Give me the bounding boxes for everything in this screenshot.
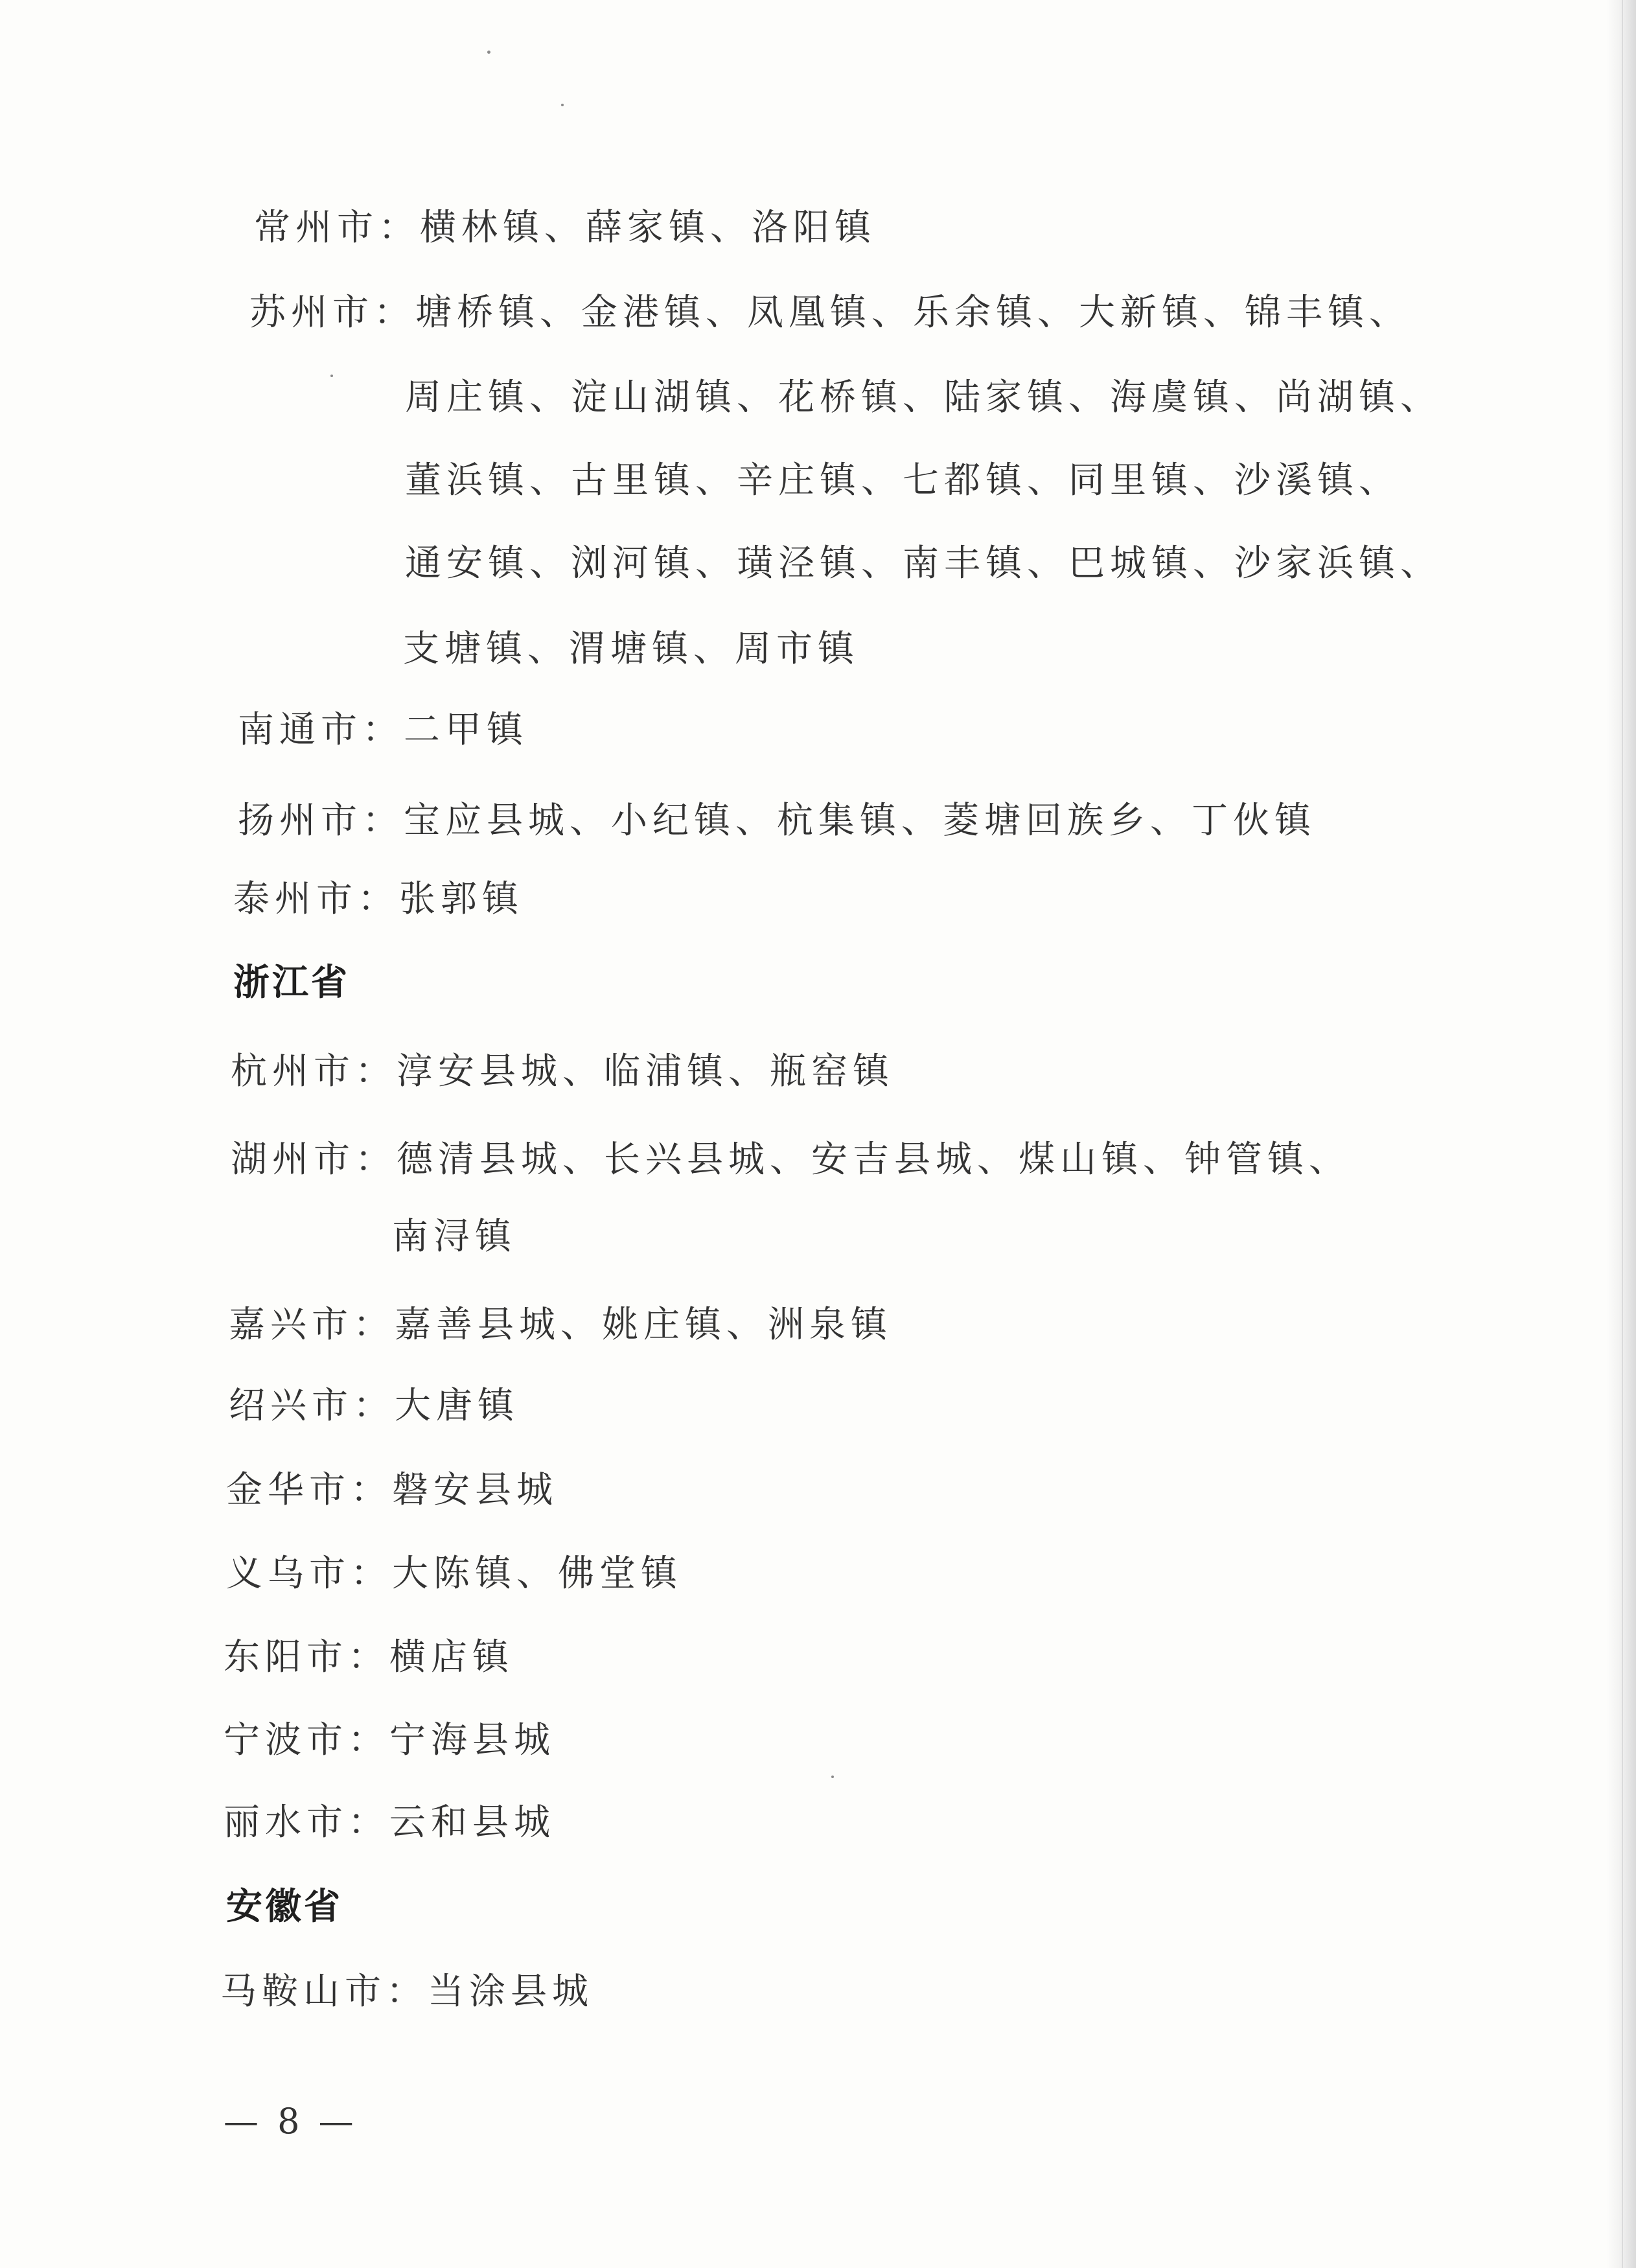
scan-speck (487, 51, 490, 54)
page-edge (1622, 0, 1623, 2268)
city-label: 宁波市： (224, 1719, 389, 1761)
row-lishui (224, 1799, 555, 1846)
town-list: 嘉善县城、姚庄镇、洲泉镇 (395, 1304, 892, 1346)
city-label: 绍兴市： (229, 1385, 395, 1427)
row-suzhou-cont-4 (403, 626, 859, 673)
city-label: 嘉兴市： (229, 1304, 395, 1346)
town-list: 宁海县城 (389, 1719, 555, 1761)
row-jiaxing (229, 1302, 892, 1348)
row-ningbo (224, 1717, 555, 1764)
row-yiwu (226, 1551, 682, 1597)
town-list: 张郭镇 (399, 878, 524, 920)
city-label: 泰州市： (233, 878, 399, 920)
town-list: 二甲镇 (404, 709, 528, 751)
row-nantong (238, 707, 528, 754)
city-label: 扬州市： (238, 800, 404, 842)
town-list: 宝应县城、小纪镇、杭集镇、菱塘回族乡、丁伙镇 (404, 800, 1316, 842)
row-changzhou (254, 205, 876, 251)
town-list: 云和县城 (389, 1801, 555, 1844)
row-huzhou (231, 1137, 1350, 1183)
town-list: 横林镇、薛家镇、洛阳镇 (420, 207, 876, 249)
row-suzhou-cont-3 (405, 540, 1442, 587)
town-list: 淳安县城、临浦镇、瓶窑镇 (397, 1050, 894, 1093)
row-suzhou-cont-2 (405, 457, 1400, 504)
province-heading-anhui: 安徽省 (226, 1886, 343, 1928)
city-label: 马鞍山市： (220, 1971, 428, 2013)
town-list: 塘桥镇、金港镇、凤凰镇、乐余镇、大新镇、锦丰镇、 (415, 292, 1411, 334)
row-jinhua (226, 1467, 558, 1514)
city-label: 湖州市： (231, 1139, 397, 1181)
city-label: 南通市： (238, 709, 404, 751)
scan-speck (561, 104, 564, 106)
province-heading-zhejiang: 浙江省 (233, 962, 350, 1004)
town-list: 支塘镇、渭塘镇、周市镇 (403, 628, 859, 670)
row-huzhou-cont (392, 1214, 516, 1260)
town-list: 通安镇、浏河镇、璜泾镇、南丰镇、巴城镇、沙家浜镇、 (405, 542, 1442, 584)
city-label: 义乌市： (226, 1553, 392, 1595)
row-taizhou (233, 876, 524, 923)
town-list: 德清县城、长兴县城、安吉县城、煤山镇、钟管镇、 (397, 1139, 1350, 1181)
scan-speck (831, 1776, 834, 1778)
row-shaoxing (229, 1383, 519, 1429)
city-label: 丽水市： (224, 1801, 389, 1844)
row-dongyang (224, 1634, 514, 1681)
city-label: 常州市： (254, 207, 420, 249)
town-list: 大陈镇、佛堂镇 (392, 1553, 682, 1595)
city-label: 杭州市： (231, 1050, 397, 1093)
town-list: 横店镇 (389, 1636, 514, 1678)
town-list: 董浜镇、古里镇、辛庄镇、七都镇、同里镇、沙溪镇、 (405, 459, 1400, 502)
town-list: 周庄镇、淀山湖镇、花桥镇、陆家镇、海虞镇、尚湖镇、 (405, 376, 1442, 419)
row-suzhou-cont-1 (405, 375, 1442, 421)
town-list: 大唐镇 (395, 1385, 519, 1427)
city-label: 东阳市： (224, 1636, 389, 1678)
scan-speck (330, 375, 333, 377)
row-yangzhou (238, 798, 1316, 844)
row-maanshan (220, 1969, 593, 2015)
city-label: 金华市： (226, 1469, 392, 1511)
page-number: — 8 — (224, 2101, 358, 2142)
row-suzhou (249, 290, 1411, 336)
city-label: 苏州市： (249, 292, 415, 334)
row-hangzhou (231, 1048, 894, 1095)
town-list: 当涂县城 (428, 1971, 593, 2013)
town-list: 磐安县城 (392, 1469, 558, 1511)
town-list: 南浔镇 (392, 1216, 516, 1258)
